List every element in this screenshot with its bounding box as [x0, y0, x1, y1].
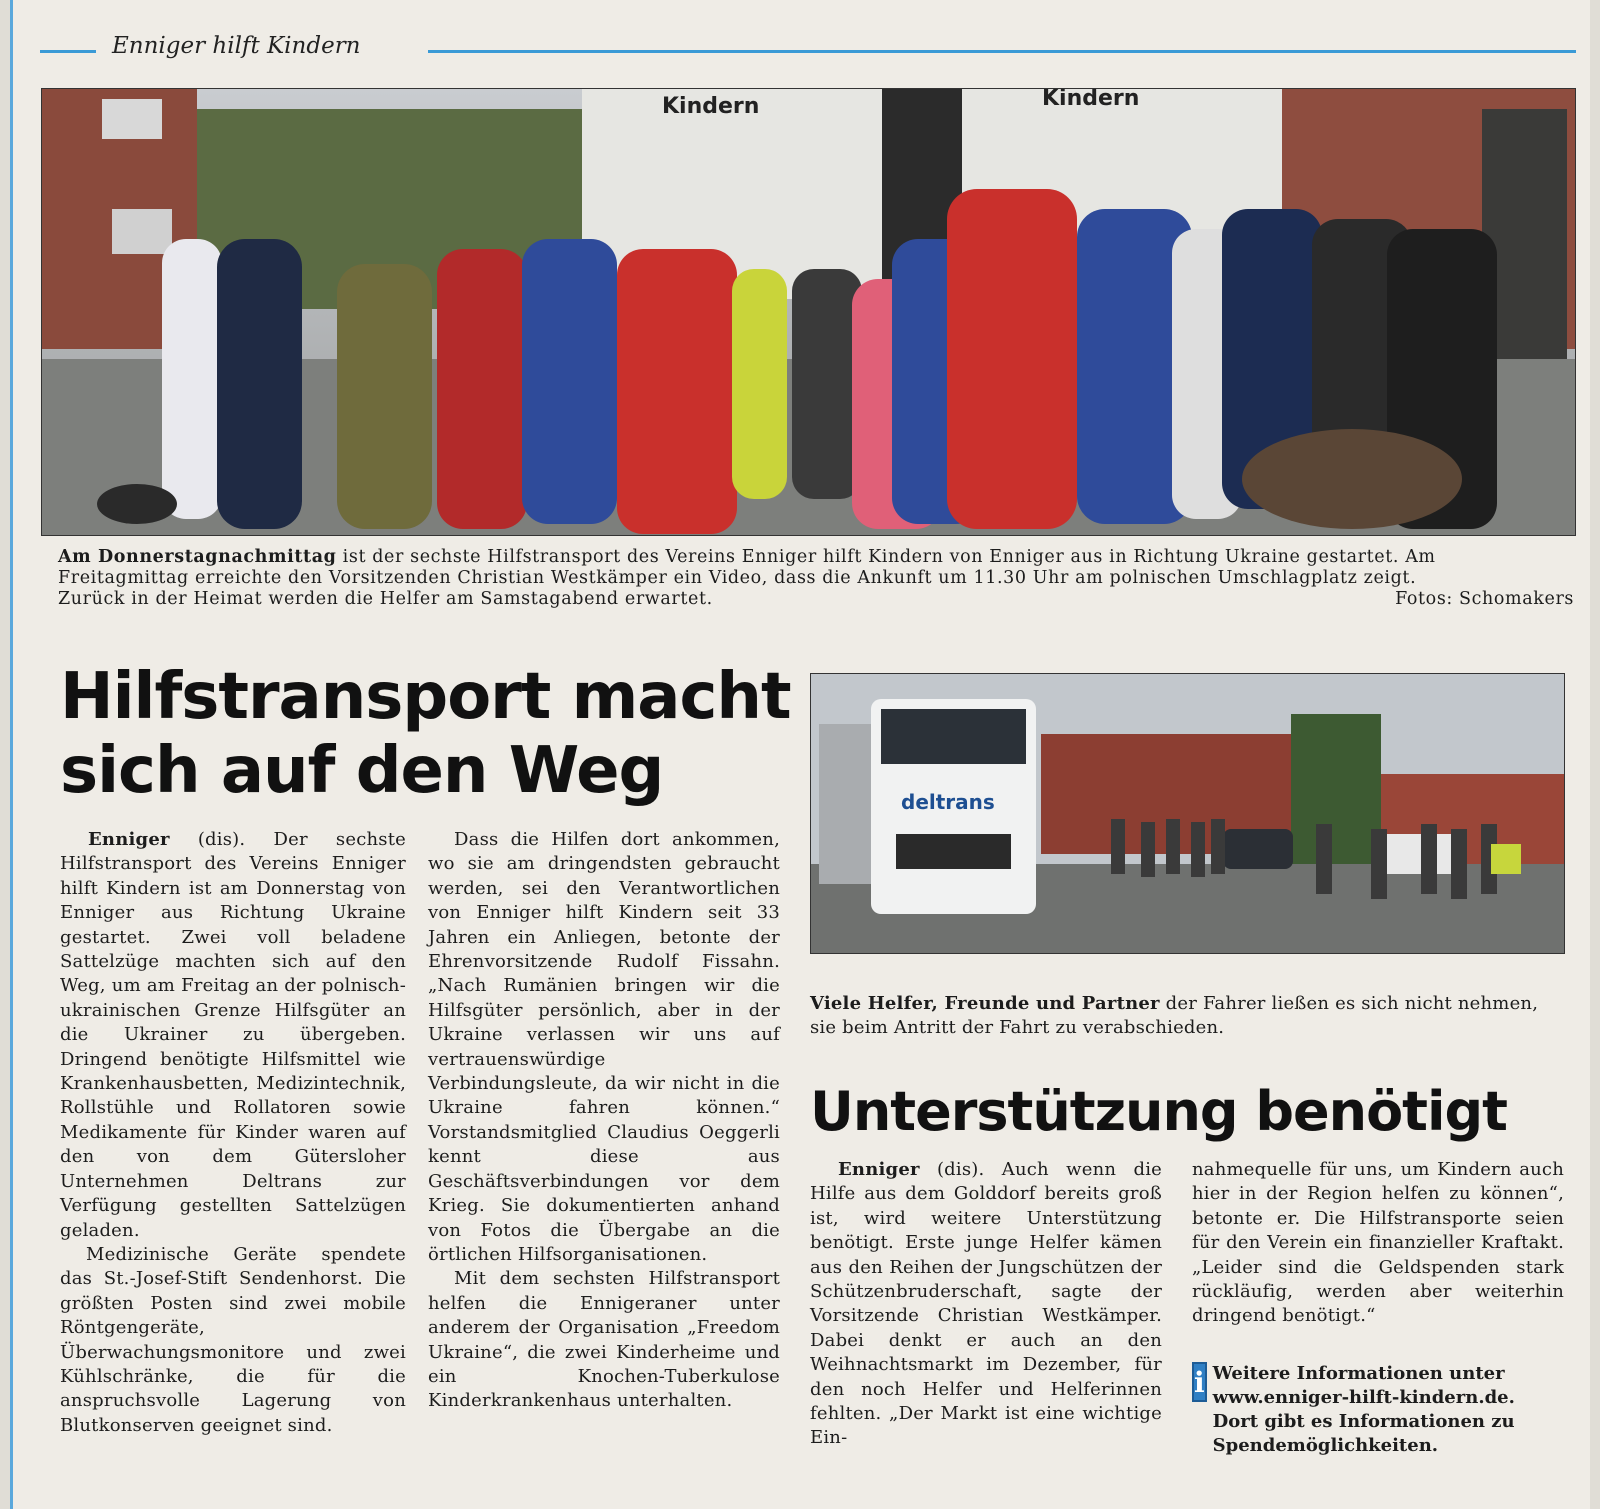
- article1-column-2: [428, 828, 780, 1414]
- top-caption-line-3: Zurück in der Heimat werden die Helfer am Samstagabend erwartet.: [58, 589, 713, 609]
- top-caption-line-2: Freitagmittag erreichte den Vorsitzenden Christian Westkämper ein Video, dass die Ankunft um 11.30 Uhr am polnischen Umschlagplatz zeigt.: [58, 568, 1417, 588]
- article2-column-2: [1192, 1158, 1564, 1329]
- info-box: [1192, 1362, 1564, 1458]
- article1-paragraph-1: [60, 828, 406, 1243]
- truck-label: deltrans: [901, 790, 995, 814]
- truck-caption: [810, 992, 1563, 1040]
- truck-caption-lead: Viele Helfer, Freunde und Partner: [810, 993, 1160, 1014]
- top-caption: [58, 547, 1574, 610]
- group-photo: [41, 88, 1576, 536]
- headline-main-line-1: Hilfstransport macht: [60, 660, 791, 734]
- info-text: Weitere Informationen unter www.enniger-hilft-kindern.de. Dort gibt es Informationen zu Spendemöglichkeiten.: [1212, 1363, 1515, 1456]
- info-icon: i: [1192, 1362, 1207, 1402]
- article1-column-1: [60, 828, 406, 1438]
- article1-paragraph-1-text: (dis). Der sechste Hilfstransport des Vereins Enniger hilft Kindern ist am Donnerstag von Enniger aus Richtung Ukraine gestartet. Zwei voll beladene Sattelzüge machten sich auf den Weg, um am Freitag an der polnisch-ukrainischen Grenze Hilfsgüter an die Ukrainer zu übergeben. Dringend benötigte Hilfsmittel wie Krankenhausbetten, Medizintechnik, Rollstühle und Rollatoren sowie Medikamente für Kinder waren auf den von dem Gütersloher Unternehmen Deltrans zur Verfügung gestellten Sattelzügen geladen.: [60, 829, 406, 1241]
- rubric-rule-right: [428, 50, 1576, 53]
- svg-text:Kindern: Kindern: [1042, 89, 1140, 111]
- article2-dateline: Enniger: [838, 1159, 920, 1180]
- photo-credit: Fotos: Schomakers: [1395, 589, 1574, 609]
- article2-column-1: [810, 1158, 1162, 1451]
- top-caption-line-1: [58, 547, 1574, 568]
- headline-second: Unterstützung benötigt: [810, 1080, 1507, 1143]
- rubric-rule-left: [40, 50, 96, 53]
- article2-paragraph-2: nahmequelle für uns, um Kindern auch hier in der Region helfen zu können“, betonte er. Die Hilfstransporte seien für den Verein ein finanzieller Kraftakt. „Leider sind die Geldspenden stark rückläufig, werden aber weiterhin dringend benötigt.“: [1192, 1159, 1564, 1327]
- rubric-title: Enniger hilft Kindern: [112, 33, 361, 59]
- article1-paragraph-4: Mit dem sechsten Hilfstransport helfen die Ennigeraner unter anderem der Organisation „Freedom Ukraine“, die zwei Kinderheime und ein Knochen-Tuberkulose Kinderkrankenhaus unterhalten.: [428, 1268, 780, 1412]
- top-caption-lead: Am Donnerstagnachmittag: [58, 547, 337, 567]
- article1-paragraph-2: Medizinische Geräte spendete das St.-Josef-Stift Sendenhorst. Die größten Posten sind zwei mobile Röntgengeräte, Überwachungsmonitore und zwei Kühlschränke, die für die anspruchsvolle Lagerung von Blutkonserven geeignet sind.: [60, 1243, 406, 1436]
- article1-paragraph-3: Dass die Hilfen dort ankommen, wo sie am dringendsten gebraucht werden, sei den Verantwortlichen von Enniger hilft Kindern seit 33 Jahren ein Anliegen, betonte der Ehrenvorsitzende Rudolf Fissahn. „Nach Rumänien bringen wir die Hilfsgüter persönlich, aber in der Ukraine verlassen wir uns auf vertrauenswürdige Verbindungsleute, da wir nicht in die Ukraine fahren können.“ Vorstandsmitglied Claudius Oeggerli kennt diese aus Geschäftsverbindungen vor dem Krieg. Sie dokumentierten anhand von Fotos die Übergabe an die örtlichen Hilfsorganisationen.: [428, 829, 780, 1265]
- truck-photo: [810, 673, 1565, 954]
- top-caption-line-1-text: ist der sechste Hilfstransport des Vereins Enniger hilft Kindern von Enniger aus in Richtung Ukraine gestartet. Am: [336, 547, 1436, 567]
- headline-main: [60, 660, 791, 808]
- article2-paragraph-1: [810, 1158, 1162, 1451]
- article2-paragraph-1-text: (dis). Auch wenn die Hilfe aus dem Golddorf bereits groß ist, wird weitere Unterstützung benötigt. Erste junge Helfer kämen aus den Reihen der Jungschützen der Schützenbruderschaft, sagte der Vorsitzende Christian Westkämper. Dabei denkt er auch an den Weihnachtsmarkt im Dezember, für den noch Helfer und Helferinnen fehlten. „Der Markt ist eine wichtige Ein-: [810, 1159, 1162, 1449]
- page-edge-right: [1590, 0, 1600, 1509]
- headline-main-line-2: sich auf den Weg: [60, 734, 664, 808]
- svg-text:Kindern: Kindern: [662, 94, 760, 119]
- truck-caption-text: der Fahrer ließen es sich nicht nehmen, sie beim Antritt der Fahrt zu verabschieden.: [810, 993, 1539, 1038]
- article1-dateline: Enniger: [88, 829, 170, 850]
- page-edge-left: [0, 0, 13, 1509]
